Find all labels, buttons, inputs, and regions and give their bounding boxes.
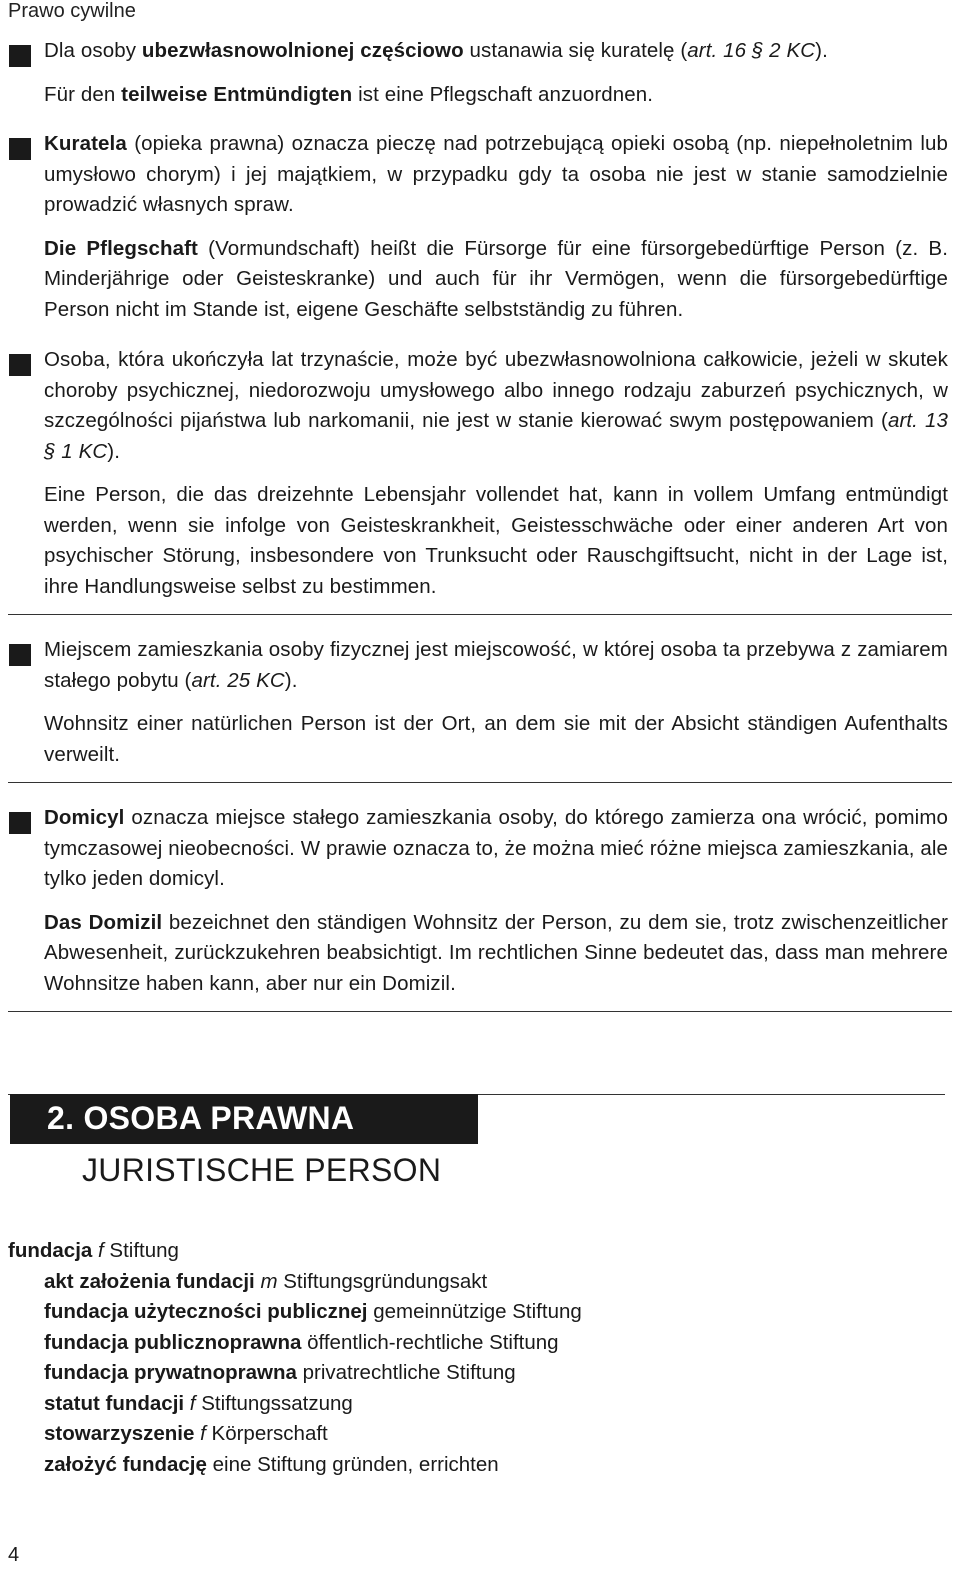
text-run: (Vormundschaft) heißt die Fürsorge für eine fürsorgebedürftige Person (z. B. Minderjährige oder Geisteskranke) und auch für ihr Vermögen, wenn die fürsorgebedürftige Person nicht im Stande ist, eigene Geschäfte selbstständig zu führen. — [44, 236, 948, 321]
german-translation: öffentlich-rechtliche Stiftung — [307, 1330, 559, 1354]
polish-term: fundacja prywatnoprawna — [44, 1361, 297, 1384]
vocabulary-item — [8, 1389, 948, 1420]
grammatical-gender: f — [98, 1239, 104, 1262]
vocabulary-list — [8, 1236, 948, 1480]
square-bullet-icon — [9, 138, 31, 160]
polish-term: stowarzyszenie — [44, 1422, 195, 1445]
grammatical-gender: m — [260, 1269, 278, 1293]
term-bold: Domicyl — [44, 806, 125, 829]
polish-term: fundacja użyteczności publicznej — [44, 1300, 368, 1323]
vocabulary-item — [8, 1297, 948, 1328]
divider — [8, 614, 952, 615]
vocabulary-item — [8, 1267, 948, 1298]
glossary-entry — [0, 345, 960, 602]
german-text — [44, 80, 948, 111]
german-translation: Stiftungsgründungsakt — [283, 1269, 488, 1293]
running-head: Prawo cywilne — [8, 0, 136, 22]
glossary-entry — [0, 129, 960, 325]
square-bullet-icon — [9, 45, 31, 67]
term-bold: teilweise Entmündigten — [121, 82, 353, 106]
square-bullet-icon — [9, 354, 31, 376]
polish-text — [44, 129, 948, 221]
text-run: ). — [815, 39, 828, 62]
german-translation: gemeinnützige Stiftung — [373, 1300, 582, 1323]
page-number: 4 — [8, 1544, 20, 1566]
german-translation: Stiftung — [109, 1239, 179, 1262]
polish-term: założyć fundację — [44, 1452, 207, 1476]
legal-reference: art. 13 § 1 KC — [44, 409, 949, 463]
legal-reference: art. 16 § 2 KC — [687, 39, 816, 62]
german-text — [44, 234, 948, 326]
text-run: ). — [284, 668, 298, 692]
polish-text — [44, 635, 948, 696]
text-run: ). — [107, 439, 121, 463]
legal-reference: art. 25 KC — [191, 668, 285, 692]
divider — [8, 1011, 952, 1012]
text-run: Dla osoby — [44, 39, 142, 62]
text-run: Wohnsitz einer natürlichen Person ist der Ort, an dem sie mit der Absicht ständigen Aufenthalts verweilt. — [44, 712, 948, 766]
german-text — [44, 908, 948, 1000]
term-bold: ubezwłasnowolnionej częściowo — [141, 39, 464, 62]
german-text — [44, 480, 948, 602]
term-bold: Das Domizil — [44, 910, 163, 934]
section-title-german: JURISTISCHE PERSON — [82, 1152, 442, 1188]
text-run: bezeichnet den ständigen Wohnsitz der Person, zu dem sie, trotz zwischenzeitlicher Abwesenheit, zurückzukehren beabsichtigt. Im rechtlichen Sinne bedeutet das, dass man mehrere Wohnsitze haben kann, aber nur ein Domizil. — [44, 910, 948, 995]
text-run: oznacza miejsce stałego zamieszkania osoby, do którego zamierza ona wrócić, pomimo tymczasowej nieobecności. W prawie oznacza to, że można mieć różne miejsca zamieszkania, ale tylko jeden domicyl. — [44, 806, 948, 890]
vocabulary-item — [8, 1236, 948, 1267]
text-run: ustanawia się kuratelę ( — [463, 39, 688, 62]
glossary-entries — [0, 36, 960, 1032]
polish-term: fundacja — [8, 1239, 93, 1262]
text-run: (opieka prawna) oznacza pieczę nad potrzebującą opieki osobą (np. niepełnoletnim lub umysłowo chorym) i jej majątkiem, w przypadku gdy ta osoba nie jest w stanie samodzielnie prowadzić własnych spraw. — [44, 132, 948, 216]
german-translation: privatrechtliche Stiftung — [302, 1361, 516, 1384]
polish-term: fundacja publicznoprawna — [44, 1330, 302, 1354]
text-run: Eine Person, die das dreizehnte Lebensjahr vollendet hat, kann in vollem Umfang entmündigt werden, wenn sie infolge von Geisteskrankheit, Geistesschwäche oder einer anderen Art von psychischer Störung, insbesondere von Trunksucht oder Rauschgiftsucht, nicht in der Lage ist, ihre Handlungsweise selbst zu bestimmen. — [44, 483, 948, 598]
grammatical-gender: f — [200, 1422, 206, 1445]
polish-term: statut fundacji — [44, 1391, 185, 1415]
vocabulary-item — [8, 1358, 948, 1389]
vocabulary-item — [8, 1450, 948, 1481]
polish-text — [44, 36, 948, 67]
glossary-entry — [0, 803, 960, 999]
polish-text — [44, 803, 948, 895]
square-bullet-icon — [9, 644, 31, 666]
square-bullet-icon — [9, 812, 31, 834]
glossary-entry — [0, 635, 960, 770]
polish-term: akt założenia fundacji — [44, 1269, 255, 1293]
term-bold: Die Pflegschaft — [44, 236, 198, 260]
text-run: Miejscem zamieszkania osoby fizycznej jest miejscowość, w której osoba ta przebywa z zamiarem stałego pobytu ( — [44, 638, 948, 692]
german-translation: eine Stiftung gründen, errichten — [212, 1452, 499, 1476]
polish-text — [44, 345, 948, 467]
section-title-bar — [10, 1094, 478, 1144]
german-text — [44, 709, 948, 770]
vocabulary-item — [8, 1328, 948, 1359]
text-run: ist eine Pflegschaft anzuordnen. — [352, 82, 654, 106]
text-run: Für den — [44, 82, 122, 106]
grammatical-gender: f — [189, 1391, 196, 1415]
glossary-entry — [0, 36, 960, 110]
section-title-polish: 2. OSOBA PRAWNA — [47, 1100, 355, 1136]
divider — [8, 782, 952, 783]
term-bold: Kuratela — [44, 132, 127, 155]
german-translation: Körperschaft — [211, 1422, 328, 1445]
text-run: Osoba, która ukończyła lat trzynaście, może być ubezwłasnowolniona całkowicie, jeżeli w skutek choroby psychicznej, niedorozwoju umysłowego albo innego rodzaju zaburzeń psychicznych, w szczególności pijaństwa lub narkomanii, nie jest w stanie kierować swym postępowaniem ( — [44, 348, 948, 432]
german-translation: Stiftungssatzung — [201, 1391, 353, 1415]
vocabulary-item — [8, 1419, 948, 1450]
